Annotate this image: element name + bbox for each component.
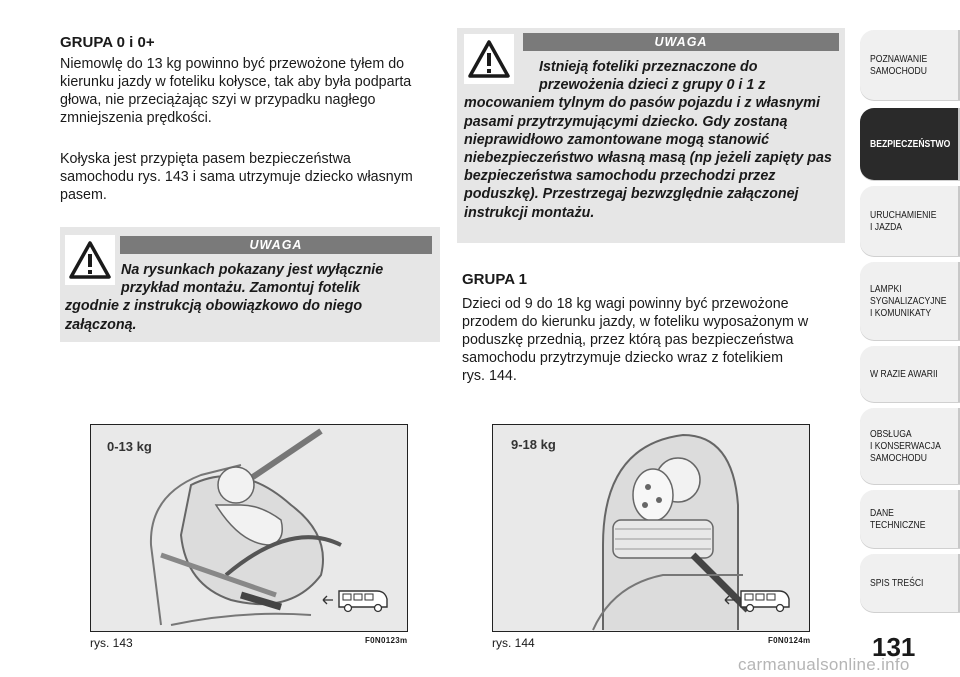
text-line: zmniejszenia prędkości. — [60, 110, 212, 126]
text-line: zostaną nieprawidłowo zamontowane mogą — [464, 113, 788, 148]
text-line: Dzieci od 9 do 18 kg wagi powinny być przewożone — [462, 296, 789, 312]
text-line: samochodu przytrzymuje dziecko wraz z fotelikiem — [462, 350, 783, 366]
text-line: Na rysunkach pokazany jest wyłącznie — [121, 262, 384, 278]
paragraph-group-1 — [462, 295, 852, 385]
figure-143 — [90, 424, 408, 632]
text-line: stanowić niebezpieczeństwo własną masą — [464, 131, 770, 167]
figure-weight-label: 0-13 kg — [107, 439, 152, 454]
tab-label: URUCHAMIENIE I JAZDA — [870, 209, 937, 233]
tab-bezpieczenstwo[interactable] — [860, 108, 960, 180]
tab-label: DANE TECHNICZNE — [870, 507, 926, 531]
text-line: Istnieją foteliki przeznaczone do — [539, 59, 758, 75]
paragraph-cradle — [60, 150, 445, 204]
text-line: własnymi pasami przytrzymującymi dziecko. Gdy — [464, 95, 820, 130]
arrow-left-icon — [725, 596, 735, 604]
text-line: mocowaniem tylnym do pasów pojazdu i z — [464, 95, 752, 112]
text-line: Przestrzegaj bezwzględnie załączonej instrukcji — [464, 186, 799, 221]
tab-label: SPIS TREŚCI — [870, 577, 924, 589]
tab-uruchamienie-i-jazda[interactable] — [860, 186, 960, 256]
text-line: kierunku jazdy w foteliku kołysce, tak aby była podparta — [60, 74, 412, 90]
figure-weight-label: 9-18 kg — [511, 437, 556, 452]
warning-box-left — [60, 227, 440, 342]
text-line: zgodnie z instrukcją obowiązkowo do niego — [65, 298, 363, 315]
warning-box-right — [457, 28, 845, 243]
text-line: poduszkę przednią, przez którą pas bezpieczeństwa — [462, 332, 794, 348]
watermark: carmanualsonline.info — [738, 655, 910, 674]
paragraph-group-0 — [60, 55, 445, 127]
text-line: przewożenia dzieci z grupy 0 i 1 z — [539, 77, 766, 94]
tab-label: OBSŁUGA I KONSERWACJA SAMOCHODU — [870, 428, 941, 464]
text-line: samochodu rys. 143 i sama utrzymuje dziecko własnym — [60, 169, 413, 185]
van-icon — [321, 585, 391, 615]
van-icon — [723, 585, 793, 615]
tab-label: BEZPIECZEŃSTWO — [870, 138, 951, 150]
text-line: Niemowlę do 13 kg powinno być przewożone tyłem do — [60, 56, 405, 72]
tab-w-razie-awarii[interactable] — [860, 346, 960, 402]
text-line: montażu. — [531, 204, 595, 221]
figure-caption: rys. 143 — [90, 636, 133, 650]
text-line: pasem. — [60, 187, 107, 203]
tab-spis-tresci[interactable] — [860, 554, 960, 612]
warning-title: UWAGA — [120, 236, 432, 254]
text-line: samochodu przechodzi przez poduszkę). — [464, 168, 776, 203]
tab-label: W RAZIE AWARII — [870, 368, 938, 380]
text-line: załączoną. — [65, 316, 137, 333]
tab-label: POZNAWANIE SAMOCHODU — [870, 53, 928, 77]
tab-label: LAMPKI SYGNALIZACYJNE I KOMUNIKATY — [870, 283, 947, 319]
warning-text — [464, 58, 844, 222]
page-number: 131 — [872, 632, 916, 662]
tab-obsluga-i-konserwacja[interactable] — [860, 408, 960, 484]
tab-lampki-sygnalizacyjne[interactable] — [860, 262, 960, 340]
warning-text — [65, 261, 435, 334]
tab-poznawanie-samochodu[interactable] — [860, 30, 960, 100]
warning-title: UWAGA — [523, 33, 839, 51]
text-line: Kołyska jest przypięta pasem bezpieczeństwa — [60, 151, 351, 167]
tab-dane-techniczne[interactable] — [860, 490, 960, 548]
text-line: rys. 144. — [462, 368, 517, 384]
text-line: (np jeżeli zapięty pas bezpieczeństwa — [464, 150, 832, 185]
arrow-left-icon — [323, 596, 333, 604]
text-line: głowa, nie przeciążając szyi w przypadku nagłego — [60, 92, 376, 108]
section-heading-group-1: GRUPA 1 — [462, 271, 528, 288]
figure-144 — [492, 424, 810, 632]
text-line: przodem do kierunku jazdy, w foteliku wyposażonym w — [462, 314, 809, 330]
text-line: przykład montażu. Zamontuj fotelik — [121, 280, 361, 297]
figure-caption: rys. 144 — [492, 636, 535, 650]
section-heading-group-0: GRUPA 0 i 0+ — [60, 34, 155, 51]
figure-code: F0N0123m — [365, 636, 408, 645]
figure-code: F0N0124m — [768, 636, 811, 645]
